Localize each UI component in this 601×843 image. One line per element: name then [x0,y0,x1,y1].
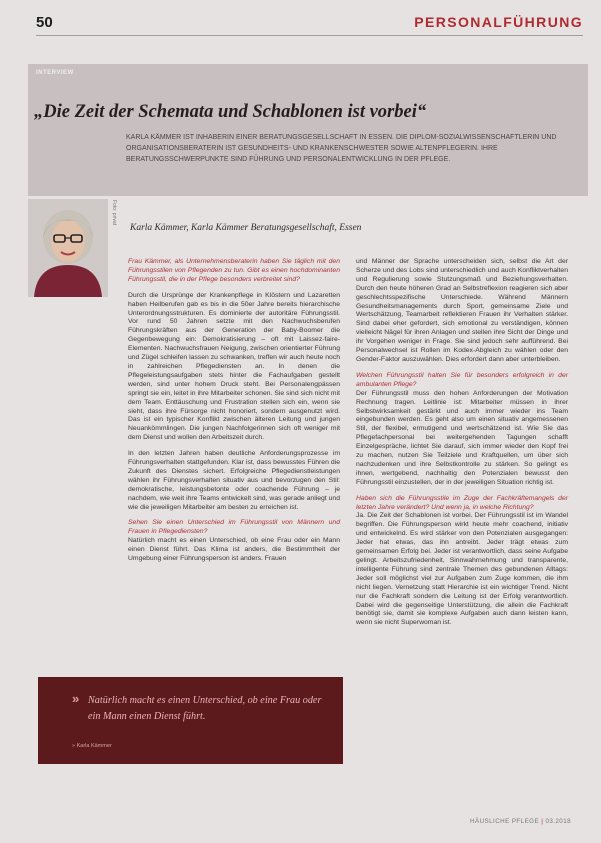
pull-quote-text: Natürlich macht es einen Unterschied, ob eine Frau oder ein Mann einen Dienst führt. [88,695,322,722]
answer: Ja. Die Zeit der Schablonen ist vorbei. Der Führungsstil ist im Wandel begriffen. Die Führungsperson wirkt heute mehr coachend, initiativ und entwickelnd. Es wird stärker von den Potenzialen ausgegangen: Jeder hat etwas, das ihn antreibt. Jeder trägt etwas zum gemeinsamen Erfolg bei. Jeder ist verantwortlich, dass seine Aufgabe gelingt. Arbeitszufriedenheit, Sinnwahrnehmung und transparente, intelligente Führung sind zentrale Themen des gebundenen Alltags: Jeder soll möglichst viel zur Aufgaben zum Zuge kommen, die ihm nicht liegen. Vernetzung statt Hierarchie ist ein wichtiger Trend. Nicht nur die Fachkraft sondern die Leitung ist der Erfolg verantwortlich. Dabei wird die gegenseitige Unterstützung, die allein die Fachkraft benötigt sie, damit sie komplexe Aufgaben auch dann leisten kann, wenn sie nicht Superwoman ist. [356,512,568,627]
question: Frau Kämmer, als Unternehmensberaterin haben Sie täglich mit den Führungsstilen von Pflegenden zu tun. Gibt es einen hochdominanten Führungsstil, die in der Pflege besonders verbreitet sind? [128,258,340,283]
question: Welchen Führungsstil halten Sie für besonders erfolgreich in der ambulanten Pflege? [356,371,568,388]
paragraph [128,450,340,512]
intro-band [28,64,588,196]
portrait-image [28,199,108,297]
pull-quote [38,677,343,764]
paragraph [128,258,340,285]
question: Haben sich die Führungsstile im Zuge der Fachkräftemangels der letzten Jahre verändert? Und wenn ja, in welche Richtung? [356,494,568,511]
article-label: INTERVIEW [36,70,74,76]
text-column-2 [356,258,568,635]
quote-mark-icon: » [72,691,80,706]
magazine-name: HÄUSLICHE PFLEGE [470,818,540,825]
header-rule [36,35,583,36]
paragraph [356,495,568,629]
paragraph [356,258,568,365]
author-line: Karla Kämmer, Karla Kämmer Beratungsgesellschaft, Essen [130,223,362,233]
paragraph [128,519,340,564]
answer: Der Führungsstil muss den hohen Anforderungen der Motivation Rechnung tragen. Leitlinie ist: Mitarbeiter müssen in ihrer Selbstwirksamkeit gestärkt und auch immer wieder ins Team eingebunden werden. Es geht also um einen situativ angemessenen Stil, der flexibel, ermutigend und wertschätzend ist. Wie Sie das Pflegefachpersonal bei weitergehenden Tagungen schafft Einzelgespräche, lichtet Sie darauf, sich immer wieder den Kopf frei zu machen, nutzen Sie Teilziele und Kraftquellen, um über sich nachzudenken und ihre Selbstkontrolle zu stärken. So gelingt es ihnen, wertgebend, nachhaltig den Potenzialen bewusst den Führungsstil einzustellen, der in der jeweiligen Situation richtig ist. [356,389,568,486]
photo-credit: Foto: privat [111,200,117,226]
answer: und Männer der Sprache unterscheiden sich, selbst die Art der Scherze und des Lobs sind unterschiedlich und auch Konfliktverhalten und Regulierung sowie Stutzungsmaß und Beziehungsverhalten. Durch den heute höheren Grad an Selbstreflexion reagieren sich aber geschlechtsspezifische Unterschiede. Während Männern Gesundheitsmanagements durch Sport, gemeinsame Ziele und Wertschätzung, Teamarbeit reflektieren Frauen ihr Verhalten stärker. Sind dabei eher gefordert, sich emotional zu verständigen, können vielleicht Nägel für ihren Anlagen und stellen ihre Sicht der Dinge und ihr Vorgehen weniger in Frage. Sie sind jedoch sehr aufführend. Bei Personalwechsel ist Rollen im Kodex-Abgleich zu wählen oder den Gender-Faktor auszuwählen. Dies erfordert dann aber unterbleiben. [356,258,568,363]
issue-number: 03.2018 [545,818,571,825]
pull-quote-source: » Karla Kämmer [72,743,112,749]
headline: „Die Zeit der Schemata und Schablonen ist vorbei“ [34,102,427,122]
section-title: PERSONALFÜHRUNG [414,14,583,30]
author-photo [28,199,108,297]
answer: Durch die Ursprünge der Krankenpflege in Klöstern und Lazaretten haben Heilberufen gab es bis in die 50er Jahre bereits hierarchische Unterordnungsstrukturen. Es dominierte der autoritäre Führungsstil. Vor rund 50 Jahren setzte mit den Nachwuchsberufen Führungskräften aus der Generation der Baby-Boomer die Gegenbewegung ein: Demokratisierung – oft mit Laissez-faire-Elementen. Nachwuchsfrauen Neigung, zwischen orientierter Führung und Zügel schleifen lassen zu schwanken, treffen wir auch heute noch in zahlreichen Pflegediensten an. In denen die Pflegeleistungsaufgaben stets hinter die Fachaufgaben gestellt werden, sind unter hohem Druck steht. Bei Personalengpässen springt sie ein, leitet in ihre Mitarbeiter schonen. Sie sind sich nicht mit dem Team. Enttäuschung und Frustration stellen sich ein, wenn sie sieht, dass ihre Fürsorge nicht honoriert, sondern ausgenutzt wird. Das ist ein typischer Konflikt zwischen älteren Leitung und jungen Neuankömmlingen. Die jungen Nachfolgerinnen sich oft weniger mit dem Dienst und wollen den Arbeitszeit durch. [128,291,340,442]
paragraph [128,292,340,443]
footer: HÄUSLICHE PFLEGE | 03.2018 [470,818,571,825]
page-number: 50 [36,14,53,31]
question: Sehen Sie einen Unterschied im Führungsstil von Männern und Frauen in Pflegediensten? [128,519,340,536]
text-column-1 [128,258,340,571]
paragraph [356,372,568,488]
intro-text: KARLA KÄMMER IST INHABERIN EINER BERATUNGSGESELLSCHAFT IN ESSEN. DIE DIPLOM-SOZIALWISSENSCHAFTLERIN UND ORGANISATIONSBERATERIN IST GESUNDHEITS- UND KRANKENSCHWESTER SOWIE ALTENPFLEGERIN. IHRE BERATUNGSSCHWERPUNKTE SIND FÜHRUNG UND PERSONALENTWICKLUNG IN DER PFLEGE. [126,134,557,163]
answer: Natürlich macht es einen Unterschied, ob eine Frau oder ein Mann einen Dienst führt. Das Klima ist anders, die Bestimmtheit der Umgebung einer Führungsperson ist anders. Frauen [128,537,340,563]
answer: In den letzten Jahren haben deutliche Anforderungsprozesse im Führungsverhalten stattgefunden. Klar ist, dass bewusstes Führen die Zukunft des Dienstes sichert. Erfolgreiche Pflegedienstleistungen wählen ihr Führungsverhalten situativ aus und bevorzugen den Stil: demokratische, leistungsbetonte oder coachende Führung – je nachdem, wie weit ihre Teams entwickelt sind, was gerade anliegt und wie die jeweiligen Mitarbeiter am besten zu erreichen ist. [128,450,340,511]
